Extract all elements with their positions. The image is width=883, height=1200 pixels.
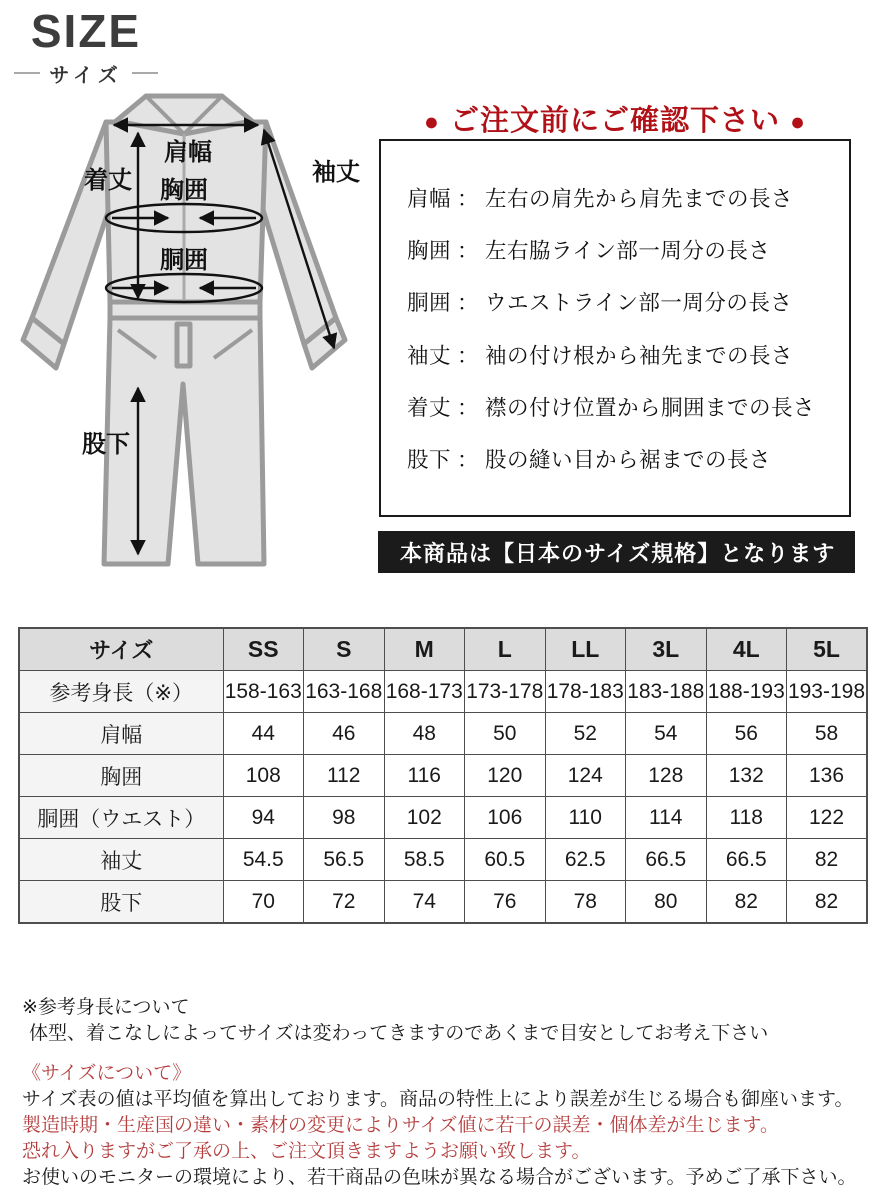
size-value-cell: 110 bbox=[545, 797, 626, 839]
size-value-cell: 98 bbox=[304, 797, 385, 839]
size-column-header: L bbox=[465, 628, 546, 671]
garment-outline bbox=[23, 96, 345, 564]
measurement-definition-item bbox=[407, 234, 839, 265]
size-column-header: 5L bbox=[787, 628, 868, 671]
sleeve-length-label: 袖丈 bbox=[312, 159, 360, 186]
size-value-cell: 128 bbox=[626, 755, 707, 797]
japan-size-notice-bar bbox=[378, 531, 855, 573]
size-table-corner-header: サイズ bbox=[19, 628, 223, 671]
japan-size-notice-text: 本商品は【日本のサイズ規格】となります bbox=[400, 540, 836, 566]
size-value-cell: 124 bbox=[545, 755, 626, 797]
red-dot-left-icon: ● bbox=[423, 108, 440, 136]
measurement-definitions-list bbox=[381, 141, 849, 515]
size-value-cell: 136 bbox=[787, 755, 868, 797]
size-value-cell: 82 bbox=[787, 839, 868, 881]
size-value-cell: 108 bbox=[223, 755, 304, 797]
definition-term: 胸囲 bbox=[407, 239, 452, 264]
title-dash-right bbox=[132, 72, 158, 74]
row-label: 胴囲（ウエスト） bbox=[19, 797, 223, 839]
row-label: 参考身長（※） bbox=[19, 671, 223, 713]
definition-colon: ： bbox=[457, 343, 480, 368]
table-row bbox=[19, 755, 867, 797]
definition-term: 股下 bbox=[407, 447, 452, 472]
size-value-cell: 122 bbox=[787, 797, 868, 839]
size-value-cell: 74 bbox=[384, 881, 465, 924]
notes bbox=[22, 995, 870, 1191]
size-value-cell: 193-198 bbox=[787, 671, 868, 713]
size-value-cell: 80 bbox=[626, 881, 707, 924]
size-value-cell: 54 bbox=[626, 713, 707, 755]
definition-colon: ： bbox=[457, 447, 480, 472]
size-value-cell: 52 bbox=[545, 713, 626, 755]
definition-colon: ： bbox=[457, 239, 480, 264]
table-row bbox=[19, 797, 867, 839]
definition-desc: 袖の付け根から袖先までの長さ bbox=[485, 343, 794, 368]
definition-desc: ウエストライン部一周分の長さ bbox=[485, 291, 793, 316]
size-value-cell: 76 bbox=[465, 881, 546, 924]
size-value-cell: 56.5 bbox=[304, 839, 385, 881]
table-row bbox=[19, 713, 867, 755]
size-column-header: 4L bbox=[706, 628, 787, 671]
definition-desc: 左右脇ライン部一周分の長さ bbox=[485, 239, 771, 264]
size-note-line: 製造時期・生産国の違い・素材の変更によりサイズ値に若干の誤差・個体差が生じます。 bbox=[22, 1115, 779, 1136]
size-value-cell: 70 bbox=[223, 881, 304, 924]
definition-colon: ： bbox=[457, 187, 480, 212]
title-dash-left bbox=[14, 72, 40, 74]
size-value-cell: 158-163 bbox=[223, 671, 304, 713]
definition-colon: ： bbox=[457, 395, 480, 420]
size-note-line: お使いのモニターの環境により、若干商品の色味が異なる場合がございます。予めご了承下さい。 bbox=[22, 1167, 857, 1188]
size-value-cell: 188-193 bbox=[706, 671, 787, 713]
size-value-cell: 163-168 bbox=[304, 671, 385, 713]
size-value-cell: 54.5 bbox=[223, 839, 304, 881]
size-note-lines bbox=[22, 1087, 870, 1191]
table-row bbox=[19, 839, 867, 881]
size-value-cell: 94 bbox=[223, 797, 304, 839]
size-value-cell: 82 bbox=[787, 881, 868, 924]
measurement-definition-item bbox=[407, 443, 839, 474]
size-value-cell: 118 bbox=[706, 797, 787, 839]
row-label: 肩幅 bbox=[19, 713, 223, 755]
table-row bbox=[19, 671, 867, 713]
inseam-label: 股下 bbox=[82, 431, 130, 458]
page-title bbox=[10, 6, 162, 88]
size-title-en: SIZE bbox=[30, 5, 142, 57]
definition-term: 肩幅 bbox=[407, 187, 452, 212]
size-column-header: S bbox=[304, 628, 385, 671]
size-note-title: 《サイズについて》 bbox=[22, 1063, 192, 1084]
definition-colon: ： bbox=[457, 291, 480, 316]
size-note-line: 恐れ入りますがご了承の上、ご注文頂きますようお願い致します。 bbox=[22, 1141, 591, 1162]
size-title-ja bbox=[10, 59, 162, 88]
definition-term: 袖丈 bbox=[407, 343, 452, 368]
size-value-cell: 82 bbox=[706, 881, 787, 924]
size-value-cell: 56 bbox=[706, 713, 787, 755]
size-value-cell: 78 bbox=[545, 881, 626, 924]
size-value-cell: 44 bbox=[223, 713, 304, 755]
size-value-cell: 178-183 bbox=[545, 671, 626, 713]
size-value-cell: 183-188 bbox=[626, 671, 707, 713]
definition-term: 着丈 bbox=[407, 395, 452, 420]
chest-girth-label: 胸囲 bbox=[160, 177, 208, 204]
size-value-cell: 168-173 bbox=[384, 671, 465, 713]
shoulder-width-label: 肩幅 bbox=[164, 139, 212, 166]
size-table bbox=[18, 627, 868, 924]
size-value-cell: 62.5 bbox=[545, 839, 626, 881]
size-value-cell: 102 bbox=[384, 797, 465, 839]
ref-height-note-body: 体型、着こなしによってサイズは変わってきますのであくまで目安としてお考え下さい bbox=[29, 1023, 769, 1044]
size-value-cell: 72 bbox=[304, 881, 385, 924]
size-column-header: M bbox=[384, 628, 465, 671]
row-label: 股下 bbox=[19, 881, 223, 924]
size-value-cell: 114 bbox=[626, 797, 707, 839]
size-value-cell: 58 bbox=[787, 713, 868, 755]
size-note-line: サイズ表の値は平均値を算出しております。商品の特性上により誤差が生じる場合も御座います。 bbox=[22, 1089, 854, 1110]
red-dot-right-icon: ● bbox=[790, 108, 807, 136]
size-value-cell: 132 bbox=[706, 755, 787, 797]
table-row bbox=[19, 881, 867, 924]
size-value-cell: 106 bbox=[465, 797, 546, 839]
size-value-cell: 112 bbox=[304, 755, 385, 797]
size-value-cell: 58.5 bbox=[384, 839, 465, 881]
size-value-cell: 66.5 bbox=[706, 839, 787, 881]
size-value-cell: 173-178 bbox=[465, 671, 546, 713]
size-column-header: LL bbox=[545, 628, 626, 671]
measurement-definitions-box bbox=[379, 139, 851, 517]
row-label: 袖丈 bbox=[19, 839, 223, 881]
row-label: 胸囲 bbox=[19, 755, 223, 797]
definition-desc: 股の縫い目から裾までの長さ bbox=[485, 447, 772, 472]
confirm-title-text: ご注文前にご確認下さい bbox=[449, 105, 780, 137]
size-value-cell: 116 bbox=[384, 755, 465, 797]
size-column-header: SS bbox=[223, 628, 304, 671]
size-title-ja-text: サイズ bbox=[49, 64, 123, 87]
measurement-definition-item bbox=[407, 391, 839, 422]
ref-height-note-title: ※参考身長について bbox=[22, 997, 190, 1018]
size-value-cell: 120 bbox=[465, 755, 546, 797]
coverall-measurement-diagram bbox=[18, 86, 363, 578]
size-table-header-row bbox=[19, 628, 867, 671]
size-value-cell: 60.5 bbox=[465, 839, 546, 881]
size-value-cell: 46 bbox=[304, 713, 385, 755]
definition-desc: 襟の付け位置から胴囲までの長さ bbox=[485, 395, 816, 420]
definition-term: 胴囲 bbox=[407, 291, 452, 316]
size-value-cell: 66.5 bbox=[626, 839, 707, 881]
size-column-header: 3L bbox=[626, 628, 707, 671]
waist-girth-label: 胴囲 bbox=[160, 247, 208, 274]
measurement-definition-item bbox=[407, 339, 839, 370]
confirm-title bbox=[378, 98, 852, 139]
body-length-label: 着丈 bbox=[84, 167, 132, 194]
definition-desc: 左右の肩先から肩先までの長さ bbox=[485, 187, 794, 212]
measurement-definition-item bbox=[407, 182, 839, 213]
measurement-definition-item bbox=[407, 286, 839, 317]
size-value-cell: 48 bbox=[384, 713, 465, 755]
size-value-cell: 50 bbox=[465, 713, 546, 755]
